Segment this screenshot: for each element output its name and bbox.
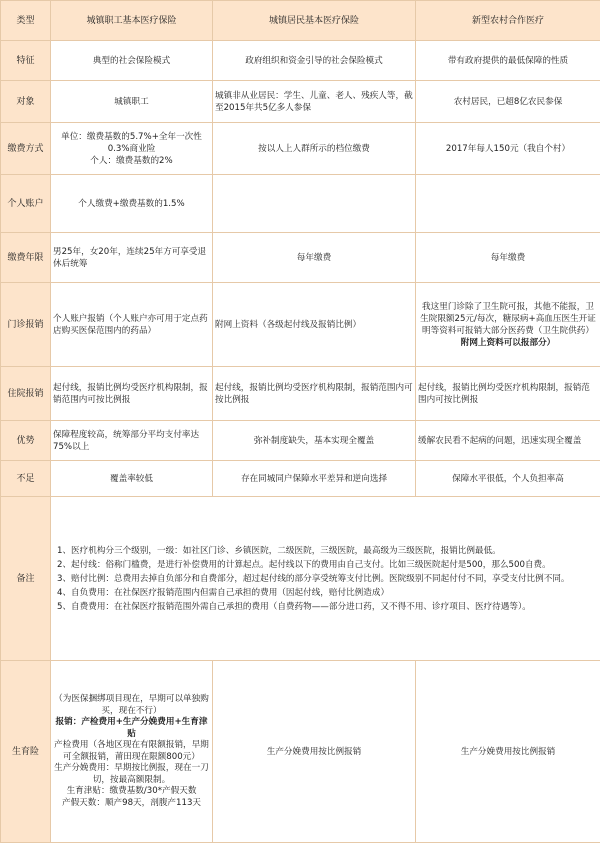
cell: 覆盖率较低 bbox=[51, 461, 213, 497]
row-label: 缴费年限 bbox=[1, 233, 51, 283]
row-label: 门诊报销 bbox=[1, 283, 51, 367]
outpatient-note: 附网上资料可以报部分） bbox=[460, 337, 556, 348]
cell: 城镇非从业居民：学生、儿童、老人、残疾人等，截至2015年共5亿多人参保 bbox=[213, 81, 416, 123]
note-4: 4、自负费用：在社保医疗报销范围内但需自己承担的费用（因起付线，赔付比例造成） bbox=[57, 587, 390, 598]
cell: 每年缴费 bbox=[416, 233, 600, 283]
row-label: 生育险 bbox=[1, 661, 51, 843]
header-rural-coop: 新型农村合作医疗 bbox=[416, 1, 600, 41]
cell bbox=[51, 123, 213, 175]
cell: 个人账户报销（个人账户亦可用于定点药店购买医保范围内的药品） bbox=[51, 283, 213, 367]
row-label: 住院报销 bbox=[1, 367, 51, 421]
cell: 带有政府提供的最低保障的性质 bbox=[416, 41, 600, 81]
cell: 每年缴费 bbox=[213, 233, 416, 283]
row-notes bbox=[1, 497, 600, 661]
cell: 城镇职工 bbox=[51, 81, 213, 123]
header-urban-employee: 城镇职工基本医疗保险 bbox=[51, 1, 213, 41]
cell: 附网上资料（各级起付线及报销比例） bbox=[213, 283, 416, 367]
row-inpatient bbox=[1, 367, 600, 421]
cell: 个人缴费+缴费基数的1.5% bbox=[51, 175, 213, 233]
row-account bbox=[1, 175, 600, 233]
note-5: 5、自费费用：在社保医疗报销范围外需自己承担的费用（自费药物——部分进口药，又不得不用、诊疗项目、医疗待遇等）。 bbox=[57, 601, 531, 612]
cell: 保障程度较高，统筹部分平均支付率达75%以上 bbox=[51, 421, 213, 461]
cell: 农村居民，已超8亿农民参保 bbox=[416, 81, 600, 123]
row-label: 优势 bbox=[1, 421, 51, 461]
row-label: 个人账户 bbox=[1, 175, 51, 233]
outpatient-detail: 我这里门诊除了卫生院可报，其他不能报，卫生院限额25元/每次，糖尿病+高血压医生开证明等资料可报销大部分医药费（卫生院供药） bbox=[420, 301, 596, 336]
header-label: 类型 bbox=[1, 1, 51, 41]
cell: 政府组织和资金引导的社会保险模式 bbox=[213, 41, 416, 81]
cell: 生产分娩费用按比例报销 bbox=[213, 661, 416, 843]
row-maternity bbox=[1, 661, 600, 843]
cell: 生产分娩费用按比例报销 bbox=[416, 661, 600, 843]
maternity-delivery: 生产分娩费用：早期按比例报，现在一刀切，按最高额限制。 bbox=[54, 763, 209, 785]
notes-cell bbox=[51, 497, 600, 661]
cell: 缓解农民看不起病的问题，迅速实现全覆盖 bbox=[416, 421, 600, 461]
row-label: 不足 bbox=[1, 461, 51, 497]
note-1: 1、医疗机构分三个级别，一级：如社区门诊、乡镇医院，二级医院，三级医院，最高级为三级医院，报销比例最低。 bbox=[57, 545, 501, 556]
row-label: 缴费方式 bbox=[1, 123, 51, 175]
cell: 典型的社会保险模式 bbox=[51, 41, 213, 81]
note-2: 2、起付线：俗称门槛费，是进行补偿费用的计算起点。起付线以下的费用由自己支付。比如三级医院起付是500，那么500自费。 bbox=[57, 559, 551, 570]
note-3: 3、赔付比例：总费用去掉自负部分和自费部分，超过起付线的部分享受统筹支付比例。医院级别不同起付付不同，享受支付比例不同。 bbox=[57, 573, 570, 584]
cell: 保障水平很低，个人负担率高 bbox=[416, 461, 600, 497]
row-feature bbox=[1, 41, 600, 81]
row-shortcoming bbox=[1, 461, 600, 497]
cell: 起付线，报销比例均受医疗机构限制，报销范围内可按比例报 bbox=[51, 367, 213, 421]
maternity-leave: 产假天数：顺产98天，剖腹产113天 bbox=[61, 797, 202, 808]
cell: 按以人上人群所示的档位缴费 bbox=[213, 123, 416, 175]
row-label: 备注 bbox=[1, 497, 51, 661]
cell bbox=[51, 661, 213, 843]
cell bbox=[416, 283, 600, 367]
cell: 起付线，报销比例均受医疗机构限制，报销范围内可按比例报 bbox=[213, 367, 416, 421]
cell: 弥补制度缺失，基本实现全覆盖 bbox=[213, 421, 416, 461]
row-advantage bbox=[1, 421, 600, 461]
maternity-prenatal: 产检费用（各地区现在有限额报销，早期可全额报销，莆田现在限额800元） bbox=[54, 740, 209, 762]
row-years bbox=[1, 233, 600, 283]
maternity-claim: 报销：产检费用+生产分娩费用+生育津贴 bbox=[55, 717, 208, 739]
cell bbox=[416, 175, 600, 233]
maternity-intro: （为医保捆绑项目现在，早期可以单独购买，现在不行） bbox=[54, 694, 209, 716]
payment-individual: 个人：缴费基数的2% bbox=[90, 155, 173, 166]
payment-employer: 单位：缴费基数的5.7%+全年一次性0.3%商业险 bbox=[61, 131, 202, 154]
header-urban-resident: 城镇居民基本医疗保险 bbox=[213, 1, 416, 41]
cell bbox=[213, 175, 416, 233]
cell: 起付线，报销比例均受医疗机构限制，报销范围内可按比例报 bbox=[416, 367, 600, 421]
row-label: 对象 bbox=[1, 81, 51, 123]
cell: 存在同城同户保障水平差异和逆向选择 bbox=[213, 461, 416, 497]
row-label: 特征 bbox=[1, 41, 51, 81]
row-payment bbox=[1, 123, 600, 175]
cell: 2017年每人150元（我自个村） bbox=[416, 123, 600, 175]
row-outpatient bbox=[1, 283, 600, 367]
row-target bbox=[1, 81, 600, 123]
cell: 男25年，女20年，连续25年方可享受退休后统筹 bbox=[51, 233, 213, 283]
maternity-allowance: 生育津贴：缴费基数/30*产假天数 bbox=[66, 786, 197, 796]
header-row bbox=[1, 1, 600, 41]
